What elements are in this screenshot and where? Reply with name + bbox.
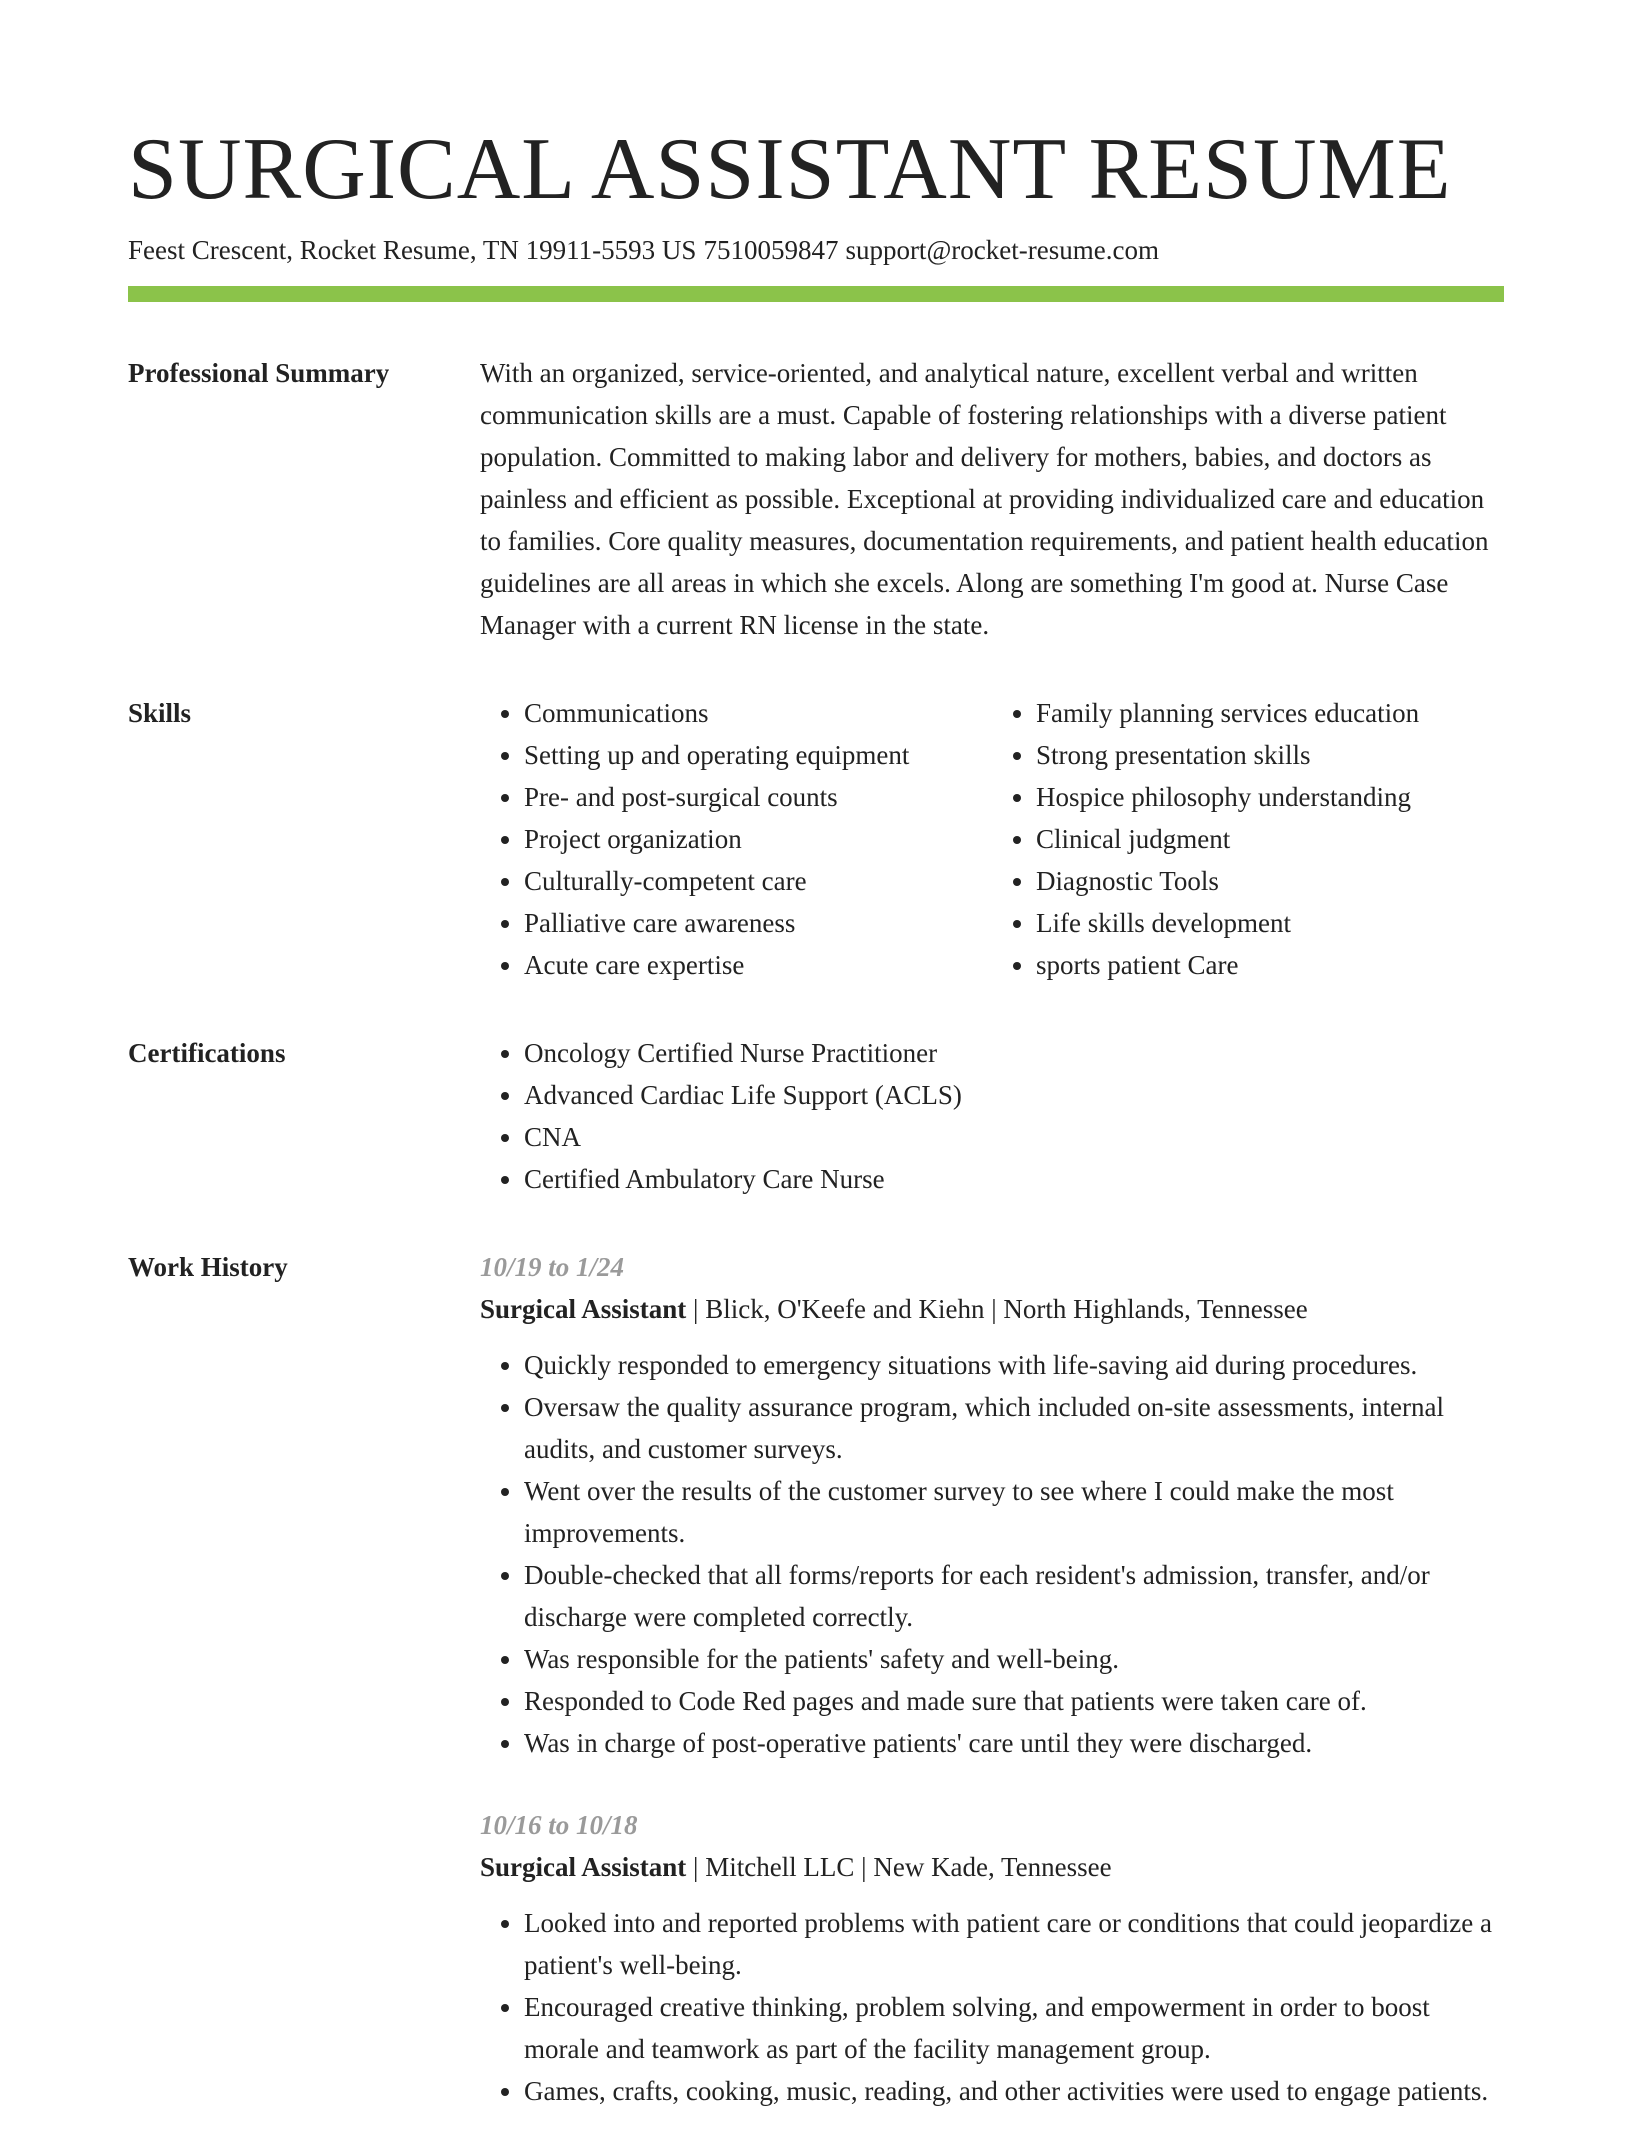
job-role: Surgical Assistant — [480, 1294, 687, 1324]
certification-item: • Oncology Certified Nurse Practitioner — [524, 1032, 1504, 1074]
skill-item: • Culturally-competent care — [524, 860, 992, 902]
summary-section — [128, 352, 1504, 646]
skill-item: • Communications — [524, 692, 992, 734]
skill-item: • Clinical judgment — [1036, 818, 1504, 860]
certifications-list — [480, 1032, 1504, 1200]
job-bullet: • Games, crafts, cooking, music, reading, and other activities were used to engage patients. — [524, 2070, 1504, 2112]
job-bullets — [480, 1902, 1504, 2112]
certification-item: • CNA — [524, 1116, 1504, 1158]
summary-label: Professional Summary — [128, 358, 390, 388]
job-bullet: • Looked into and reported problems with patient care or conditions that could jeopardize a patient's well-being. — [524, 1902, 1504, 1986]
contact-phone: 7510059847 — [703, 235, 839, 265]
skills-list-left — [480, 692, 992, 986]
job-role-line — [480, 1846, 1504, 1888]
job-role: Surgical Assistant — [480, 1852, 687, 1882]
summary-text: With an organized, service-oriented, and analytical nature, excellent verbal and written communication skills are a must. Capable of fostering relationships with a diverse patient population. Committed to making labor and delivery for mothers, babies, and doctors as painless and efficient as possible. Exceptional at providing individualized care and education to families. Core quality measures, documentation requirements, and patient health education guidelines are all areas in which she excels. Along are something I'm good at. Nurse Case Manager with a current RN license in the state. — [480, 358, 1489, 640]
job-dates: 10/19 to 1/24 — [480, 1252, 625, 1282]
contact-line — [128, 232, 1504, 268]
job-entry — [480, 1246, 1504, 1764]
skill-item: • Setting up and operating equipment — [524, 734, 992, 776]
certification-item: • Advanced Cardiac Life Support (ACLS) — [524, 1074, 1504, 1116]
work-history-label: Work History — [128, 1252, 288, 1282]
certifications-section — [128, 1032, 1504, 1200]
skill-item: • Pre- and post-surgical counts — [524, 776, 992, 818]
skill-item: • Life skills development — [1036, 902, 1504, 944]
job-entry — [480, 1804, 1504, 2112]
job-bullet: • Responded to Code Red pages and made sure that patients were taken care of. — [524, 1680, 1504, 1722]
job-details: | Mitchell LLC | New Kade, Tennessee — [686, 1852, 1112, 1882]
contact-email: support@rocket-resume.com — [845, 235, 1159, 265]
certifications-label: Certifications — [128, 1038, 286, 1068]
job-bullet: • Double-checked that all forms/reports for each resident's admission, transfer, and/or discharge were completed correctly. — [524, 1554, 1504, 1638]
job-bullet: • Quickly responded to emergency situations with life-saving aid during procedures. — [524, 1344, 1504, 1386]
job-bullet: • Was in charge of post-operative patients' care until they were discharged. — [524, 1722, 1504, 1764]
job-bullet: • Encouraged creative thinking, problem solving, and empowerment in order to boost morale and teamwork as part of the facility management group. — [524, 1986, 1504, 2070]
job-details: | Blick, O'Keefe and Kiehn | North Highlands, Tennessee — [686, 1294, 1308, 1324]
skill-item: • Family planning services education — [1036, 692, 1504, 734]
work-history-section — [128, 1246, 1504, 2152]
skill-item: • Hospice philosophy understanding — [1036, 776, 1504, 818]
skill-item: • Palliative care awareness — [524, 902, 992, 944]
job-dates: 10/16 to 10/18 — [480, 1810, 638, 1840]
skill-item: • Project organization — [524, 818, 992, 860]
skills-label: Skills — [128, 698, 192, 728]
skill-item: • Acute care expertise — [524, 944, 992, 986]
skill-item: • Strong presentation skills — [1036, 734, 1504, 776]
header-divider — [128, 286, 1504, 302]
skills-section — [128, 692, 1504, 986]
skill-item: • sports patient Care — [1036, 944, 1504, 986]
certification-item: • Certified Ambulatory Care Nurse — [524, 1158, 1504, 1200]
job-bullet: • Was responsible for the patients' safety and well-being. — [524, 1638, 1504, 1680]
contact-address: Feest Crescent, Rocket Resume, TN 19911-5593 US — [128, 235, 697, 265]
job-role-line — [480, 1288, 1504, 1330]
resume-title: SURGICAL ASSISTANT RESUME — [128, 121, 1452, 218]
job-bullet: • Went over the results of the customer survey to see where I could make the most improvements. — [524, 1470, 1504, 1554]
job-bullet: • Oversaw the quality assurance program, which included on-site assessments, internal audits, and customer surveys. — [524, 1386, 1504, 1470]
skill-item: • Diagnostic Tools — [1036, 860, 1504, 902]
job-bullets — [480, 1344, 1504, 1764]
skills-list-right — [992, 692, 1504, 986]
